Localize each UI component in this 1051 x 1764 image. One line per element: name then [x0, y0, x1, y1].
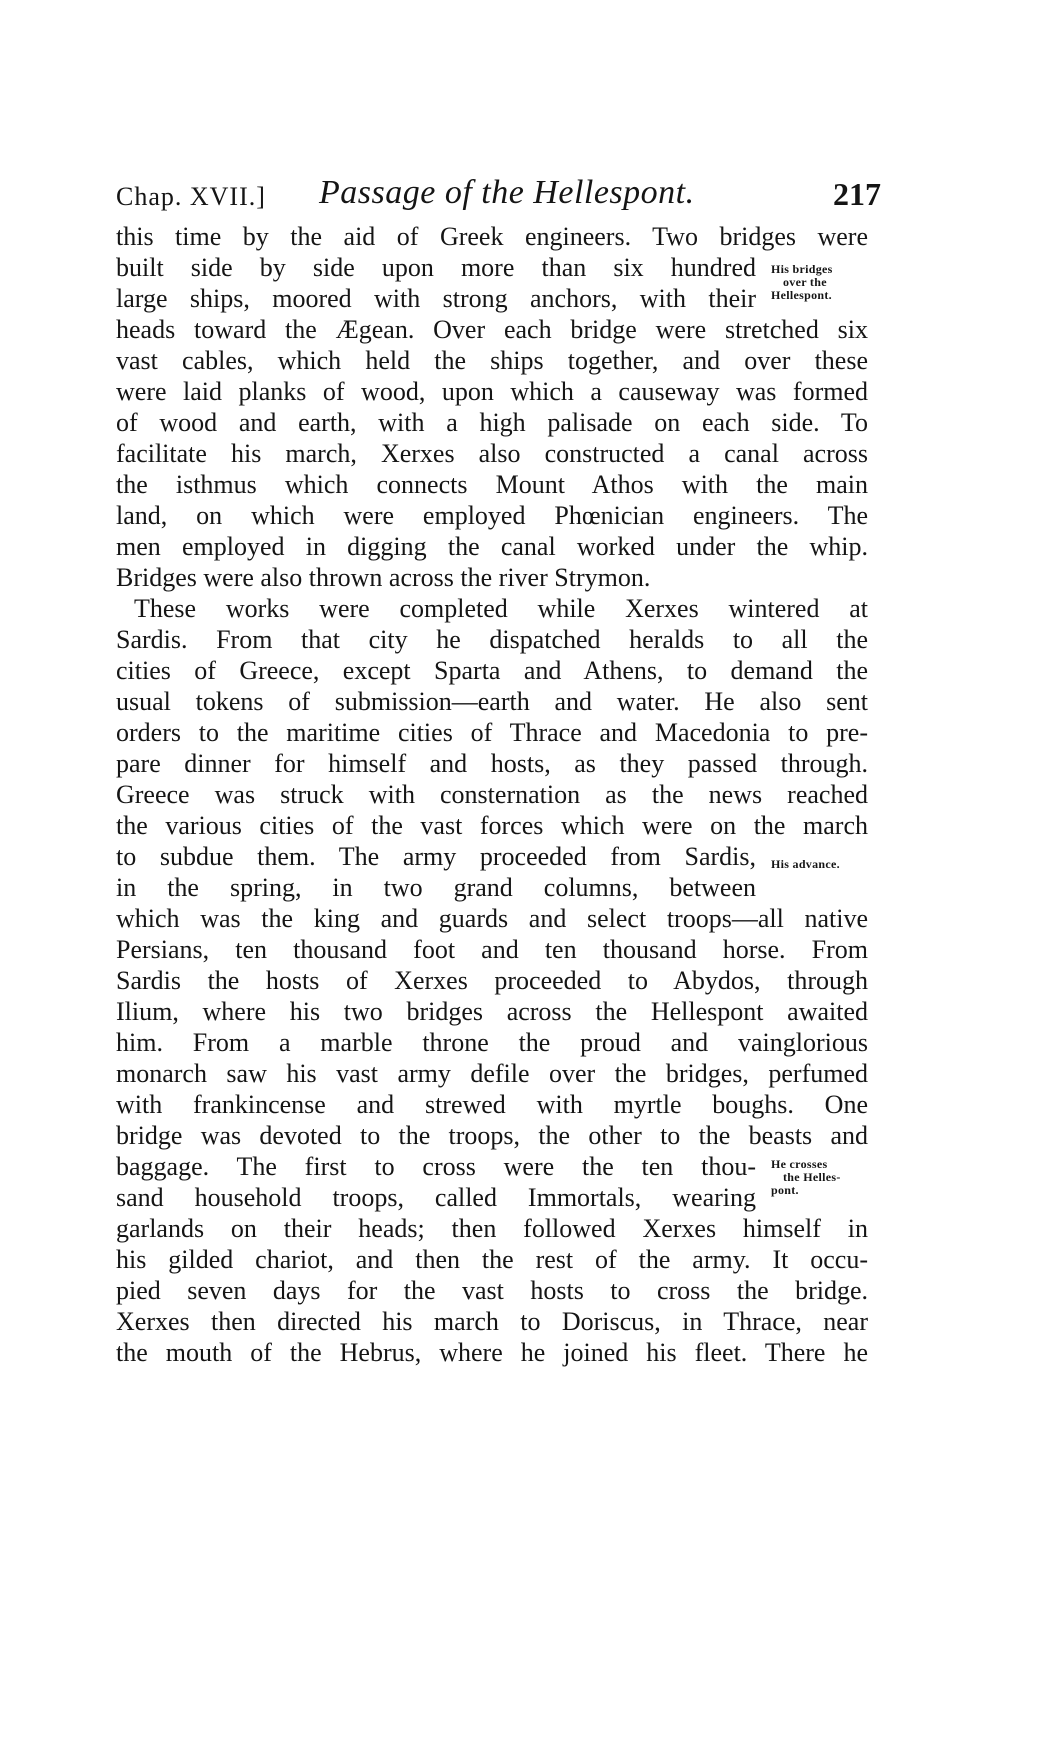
text-line: facilitate his march, Xerxes also constructed a canal across	[116, 439, 868, 468]
sidenote-line: over the	[783, 275, 827, 289]
sidenote-line: His advance.	[771, 857, 840, 871]
text-line: him. From a marble throne the proud and vainglorious	[116, 1028, 868, 1057]
text-line: the various cities of the vast forces which were on the march	[116, 811, 868, 840]
text-line: Greece was struck with consternation as the news reached	[116, 780, 868, 809]
text-line: orders to the maritime cities of Thrace and Macedonia to pre-	[116, 718, 868, 747]
paragraph-first-line: These works were completed while Xerxes wintered at	[134, 594, 868, 623]
text-line: Sardis the hosts of Xerxes proceeded to Abydos, through	[116, 966, 868, 995]
text-line: Bridges were also thrown across the river Strymon.	[116, 563, 651, 592]
sidenote-crosses	[771, 1158, 871, 1197]
sidenote-line: the Helles-	[783, 1170, 841, 1184]
text-line: garlands on their heads; then followed Xerxes himself in	[116, 1214, 868, 1243]
text-line: this time by the aid of Greek engineers. Two bridges were	[116, 222, 868, 251]
chapter-label: Chap. XVII.]	[116, 182, 266, 211]
text-line: land, on which were employed Phœnician engineers. The	[116, 501, 868, 530]
running-title: Passage of the Hellespont.	[319, 174, 695, 211]
text-line: Ilium, where his two bridges across the Hellespont awaited	[116, 997, 868, 1026]
text-line: men employed in digging the canal worked under the whip.	[116, 532, 868, 561]
text-line: monarch saw his vast army defile over the bridges, perfumed	[116, 1059, 868, 1088]
sidenote-line: He crosses	[771, 1157, 828, 1171]
text-line: vast cables, which held the ships together, and over these	[116, 346, 868, 375]
text-line: sand household troops, called Immortals, wearing	[116, 1183, 756, 1212]
text-line: his gilded chariot, and then the rest of the army. It occu-	[116, 1245, 868, 1274]
sidenote-line: Hellespont.	[771, 288, 832, 302]
sidenote-line: pont.	[771, 1183, 799, 1197]
page-number: 217	[833, 176, 881, 212]
text-line: built side by side upon more than six hundred	[116, 253, 756, 282]
text-line: pare dinner for himself and hosts, as they passed through.	[116, 749, 868, 778]
text-line: Xerxes then directed his march to Doriscus, in Thrace, near	[116, 1307, 868, 1336]
text-line: Persians, ten thousand foot and ten thousand horse. From	[116, 935, 868, 964]
text-line: the isthmus which connects Mount Athos with the main	[116, 470, 868, 499]
text-line: cities of Greece, except Sparta and Athens, to demand the	[116, 656, 868, 685]
sidenote-line: His bridges	[771, 262, 833, 276]
text-line: Sardis. From that city he dispatched heralds to all the	[116, 625, 868, 654]
text-line: baggage. The first to cross were the ten thou-	[116, 1152, 756, 1181]
text-line: in the spring, in two grand columns, between	[116, 873, 756, 902]
text-line: with frankincense and strewed with myrtle boughs. One	[116, 1090, 868, 1119]
sidenote-bridges	[771, 263, 871, 302]
text-line: to subdue them. The army proceeded from Sardis,	[116, 842, 756, 871]
sidenote-advance	[771, 858, 871, 871]
text-line: heads toward the Ægean. Over each bridge were stretched six	[116, 315, 868, 344]
text-line: bridge was devoted to the troops, the other to the beasts and	[116, 1121, 868, 1150]
text-line: large ships, moored with strong anchors, with their	[116, 284, 756, 313]
text-line: which was the king and guards and select troops—all native	[116, 904, 868, 933]
text-line: were laid planks of wood, upon which a causeway was formed	[116, 377, 868, 406]
text-line: usual tokens of submission—earth and water. He also sent	[116, 687, 868, 716]
text-line: the mouth of the Hebrus, where he joined his fleet. There he	[116, 1338, 868, 1367]
text-line: pied seven days for the vast hosts to cross the bridge.	[116, 1276, 868, 1305]
text-line: of wood and earth, with a high palisade on each side. To	[116, 408, 868, 437]
running-header	[116, 174, 881, 224]
